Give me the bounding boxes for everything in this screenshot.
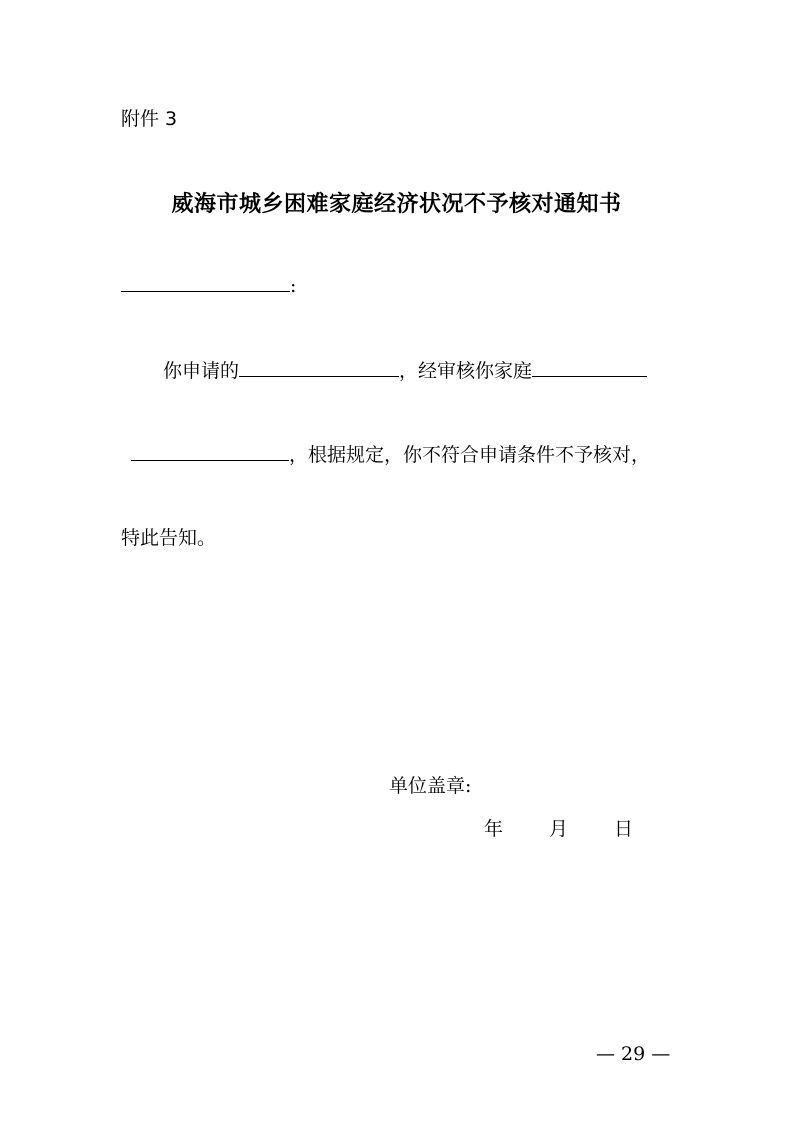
attachment-label: 附件 3: [121, 108, 178, 130]
day-label: 日: [614, 818, 634, 840]
date-line: [484, 814, 633, 841]
recipient-line: [121, 272, 296, 297]
paragraph-line-3: 特此告知。: [121, 527, 217, 549]
document-title: 威海市城乡困难家庭经济状况不予核对通知书: [171, 192, 622, 217]
paragraph-line-2: [131, 440, 650, 467]
year-label: 年: [484, 818, 504, 840]
month-label: 月: [549, 818, 569, 840]
applied-item-blank: [239, 357, 399, 377]
rejection-text: ，根据规定，你不符合申请条件不予核对，: [289, 444, 651, 466]
family-status-blank: [532, 357, 647, 377]
family-status-blank-continued: [131, 441, 289, 461]
applied-for-label: 你申请的: [163, 360, 240, 382]
review-text: ，经审核你家庭: [399, 360, 533, 382]
seal-label: 单位盖章:: [389, 775, 472, 797]
page-number: — 29 —: [596, 1043, 671, 1065]
recipient-blank: [121, 272, 290, 292]
paragraph-line-1: [163, 356, 647, 383]
recipient-colon: :: [290, 275, 297, 297]
